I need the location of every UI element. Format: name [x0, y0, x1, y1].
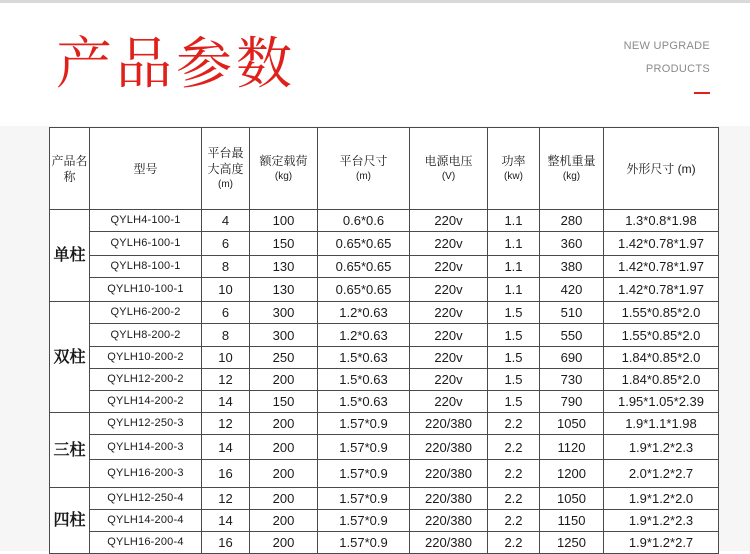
cell-model: QYLH4-100-1 [90, 210, 202, 232]
cell-voltage: 220/380 [410, 532, 488, 554]
cell-power: 1.1 [488, 232, 540, 256]
cell-size: 1.5*0.63 [318, 391, 410, 413]
cell-load: 250 [250, 347, 318, 369]
cell-power: 2.2 [488, 510, 540, 532]
cell-dims: 1.42*0.78*1.97 [604, 256, 719, 278]
cell-size: 1.57*0.9 [318, 532, 410, 554]
cell-weight: 510 [540, 302, 604, 324]
cell-dims: 1.84*0.85*2.0 [604, 347, 719, 369]
cell-model: QYLH12-200-2 [90, 369, 202, 391]
cell-height: 14 [202, 391, 250, 413]
cell-load: 200 [250, 413, 318, 435]
cell-dims: 1.84*0.85*2.0 [604, 369, 719, 391]
cell-voltage: 220v [410, 369, 488, 391]
cell-model: QYLH14-200-3 [90, 435, 202, 460]
cell-weight: 1200 [540, 460, 604, 488]
table-row [50, 413, 719, 435]
cell-power: 1.1 [488, 210, 540, 232]
cell-power: 2.2 [488, 435, 540, 460]
cell-voltage: 220v [410, 256, 488, 278]
table-row [50, 347, 719, 369]
cell-dims: 1.9*1.2*2.3 [604, 435, 719, 460]
cell-model: QYLH6-200-2 [90, 302, 202, 324]
cell-model: QYLH14-200-4 [90, 510, 202, 532]
cell-size: 1.5*0.63 [318, 347, 410, 369]
cell-weight: 1050 [540, 488, 604, 510]
cell-load: 200 [250, 510, 318, 532]
cell-size: 1.57*0.9 [318, 435, 410, 460]
table-row [50, 369, 719, 391]
cell-voltage: 220v [410, 391, 488, 413]
cell-height: 6 [202, 302, 250, 324]
cell-power: 2.2 [488, 532, 540, 554]
cell-model: QYLH6-100-1 [90, 232, 202, 256]
top-divider [0, 0, 750, 3]
table-row [50, 232, 719, 256]
header-model: 型号 [90, 128, 202, 210]
subtitle-new-upgrade: NEW UPGRADE [623, 40, 710, 52]
cell-size: 0.65*0.65 [318, 256, 410, 278]
table-row [50, 510, 719, 532]
cell-model: QYLH12-250-4 [90, 488, 202, 510]
cell-height: 14 [202, 510, 250, 532]
cell-weight: 1050 [540, 413, 604, 435]
cell-dims: 1.95*1.05*2.39 [604, 391, 719, 413]
cell-voltage: 220v [410, 302, 488, 324]
page-title: 产品参数 [56, 32, 296, 97]
cell-weight: 420 [540, 278, 604, 302]
cell-load: 130 [250, 278, 318, 302]
cell-size: 1.5*0.63 [318, 369, 410, 391]
header-platform-height: 平台最大高度 (m) [202, 128, 250, 210]
cell-model: QYLH16-200-3 [90, 460, 202, 488]
cell-power: 1.1 [488, 256, 540, 278]
cell-load: 200 [250, 532, 318, 554]
product-group-label: 四柱 [50, 488, 90, 554]
cell-power: 2.2 [488, 460, 540, 488]
cell-dims: 1.3*0.8*1.98 [604, 210, 719, 232]
table-row [50, 278, 719, 302]
cell-height: 6 [202, 232, 250, 256]
header-weight: 整机重量 (kg) [540, 128, 604, 210]
table-row [50, 302, 719, 324]
cell-weight: 380 [540, 256, 604, 278]
cell-height: 16 [202, 460, 250, 488]
cell-weight: 690 [540, 347, 604, 369]
cell-power: 1.5 [488, 302, 540, 324]
cell-power: 1.5 [488, 369, 540, 391]
cell-load: 200 [250, 460, 318, 488]
cell-height: 16 [202, 532, 250, 554]
table-row [50, 488, 719, 510]
cell-height: 10 [202, 347, 250, 369]
cell-dims: 2.0*1.2*2.7 [604, 460, 719, 488]
cell-model: QYLH12-250-3 [90, 413, 202, 435]
header-product-name: 产品名称 [50, 128, 90, 210]
cell-dims: 1.55*0.85*2.0 [604, 324, 719, 347]
table-row [50, 391, 719, 413]
cell-weight: 360 [540, 232, 604, 256]
cell-weight: 1250 [540, 532, 604, 554]
cell-size: 0.6*0.6 [318, 210, 410, 232]
cell-dims: 1.42*0.78*1.97 [604, 232, 719, 256]
cell-height: 12 [202, 488, 250, 510]
cell-load: 300 [250, 324, 318, 347]
product-parameter-table [49, 127, 719, 554]
cell-voltage: 220/380 [410, 435, 488, 460]
cell-power: 1.5 [488, 324, 540, 347]
cell-height: 8 [202, 324, 250, 347]
table-row [50, 324, 719, 347]
cell-dims: 1.9*1.2*2.7 [604, 532, 719, 554]
cell-model: QYLH10-200-2 [90, 347, 202, 369]
cell-load: 200 [250, 435, 318, 460]
product-group-label: 单柱 [50, 210, 90, 302]
cell-size: 1.57*0.9 [318, 460, 410, 488]
cell-voltage: 220/380 [410, 510, 488, 532]
table-row [50, 210, 719, 232]
subtitle-products: PRODUCTS [645, 63, 710, 75]
cell-dims: 1.9*1.2*2.3 [604, 510, 719, 532]
cell-height: 4 [202, 210, 250, 232]
cell-weight: 550 [540, 324, 604, 347]
cell-power: 2.2 [488, 413, 540, 435]
cell-model: QYLH16-200-4 [90, 532, 202, 554]
cell-dims: 1.9*1.2*2.0 [604, 488, 719, 510]
cell-load: 100 [250, 210, 318, 232]
cell-size: 1.57*0.9 [318, 488, 410, 510]
cell-height: 12 [202, 369, 250, 391]
cell-voltage: 220/380 [410, 460, 488, 488]
cell-voltage: 220v [410, 232, 488, 256]
header-dimensions: 外形尺寸 (m) [604, 128, 719, 210]
cell-height: 10 [202, 278, 250, 302]
product-group-label: 双柱 [50, 302, 90, 413]
header-platform-size: 平台尺寸 (m) [318, 128, 410, 210]
cell-load: 200 [250, 488, 318, 510]
cell-power: 1.5 [488, 347, 540, 369]
cell-voltage: 220/380 [410, 488, 488, 510]
header-power: 功率 (kw) [488, 128, 540, 210]
product-group-label: 三柱 [50, 413, 90, 488]
cell-load: 150 [250, 232, 318, 256]
cell-height: 8 [202, 256, 250, 278]
cell-voltage: 220v [410, 210, 488, 232]
cell-height: 12 [202, 413, 250, 435]
cell-voltage: 220v [410, 324, 488, 347]
cell-weight: 790 [540, 391, 604, 413]
cell-weight: 1120 [540, 435, 604, 460]
cell-load: 150 [250, 391, 318, 413]
cell-size: 1.57*0.9 [318, 510, 410, 532]
cell-model: QYLH8-200-2 [90, 324, 202, 347]
cell-size: 1.2*0.63 [318, 324, 410, 347]
header-voltage: 电源电压 (V) [410, 128, 488, 210]
cell-voltage: 220v [410, 347, 488, 369]
cell-weight: 280 [540, 210, 604, 232]
cell-size: 0.65*0.65 [318, 278, 410, 302]
table-row [50, 256, 719, 278]
cell-load: 200 [250, 369, 318, 391]
cell-model: QYLH8-100-1 [90, 256, 202, 278]
cell-dims: 1.42*0.78*1.97 [604, 278, 719, 302]
cell-dims: 1.55*0.85*2.0 [604, 302, 719, 324]
table-header-row [50, 128, 719, 210]
table-row [50, 435, 719, 460]
cell-model: QYLH14-200-2 [90, 391, 202, 413]
cell-size: 1.2*0.63 [318, 302, 410, 324]
header-rated-load: 额定载荷 (kg) [250, 128, 318, 210]
cell-model: QYLH10-100-1 [90, 278, 202, 302]
cell-power: 2.2 [488, 488, 540, 510]
cell-voltage: 220v [410, 278, 488, 302]
cell-size: 1.57*0.9 [318, 413, 410, 435]
table-row [50, 460, 719, 488]
cell-dims: 1.9*1.1*1.98 [604, 413, 719, 435]
cell-weight: 730 [540, 369, 604, 391]
cell-size: 0.65*0.65 [318, 232, 410, 256]
cell-weight: 1150 [540, 510, 604, 532]
table-body [50, 210, 719, 554]
cell-power: 1.1 [488, 278, 540, 302]
table-row [50, 532, 719, 554]
cell-power: 1.5 [488, 391, 540, 413]
cell-height: 14 [202, 435, 250, 460]
cell-load: 300 [250, 302, 318, 324]
accent-underline [694, 92, 710, 94]
cell-voltage: 220/380 [410, 413, 488, 435]
cell-load: 130 [250, 256, 318, 278]
